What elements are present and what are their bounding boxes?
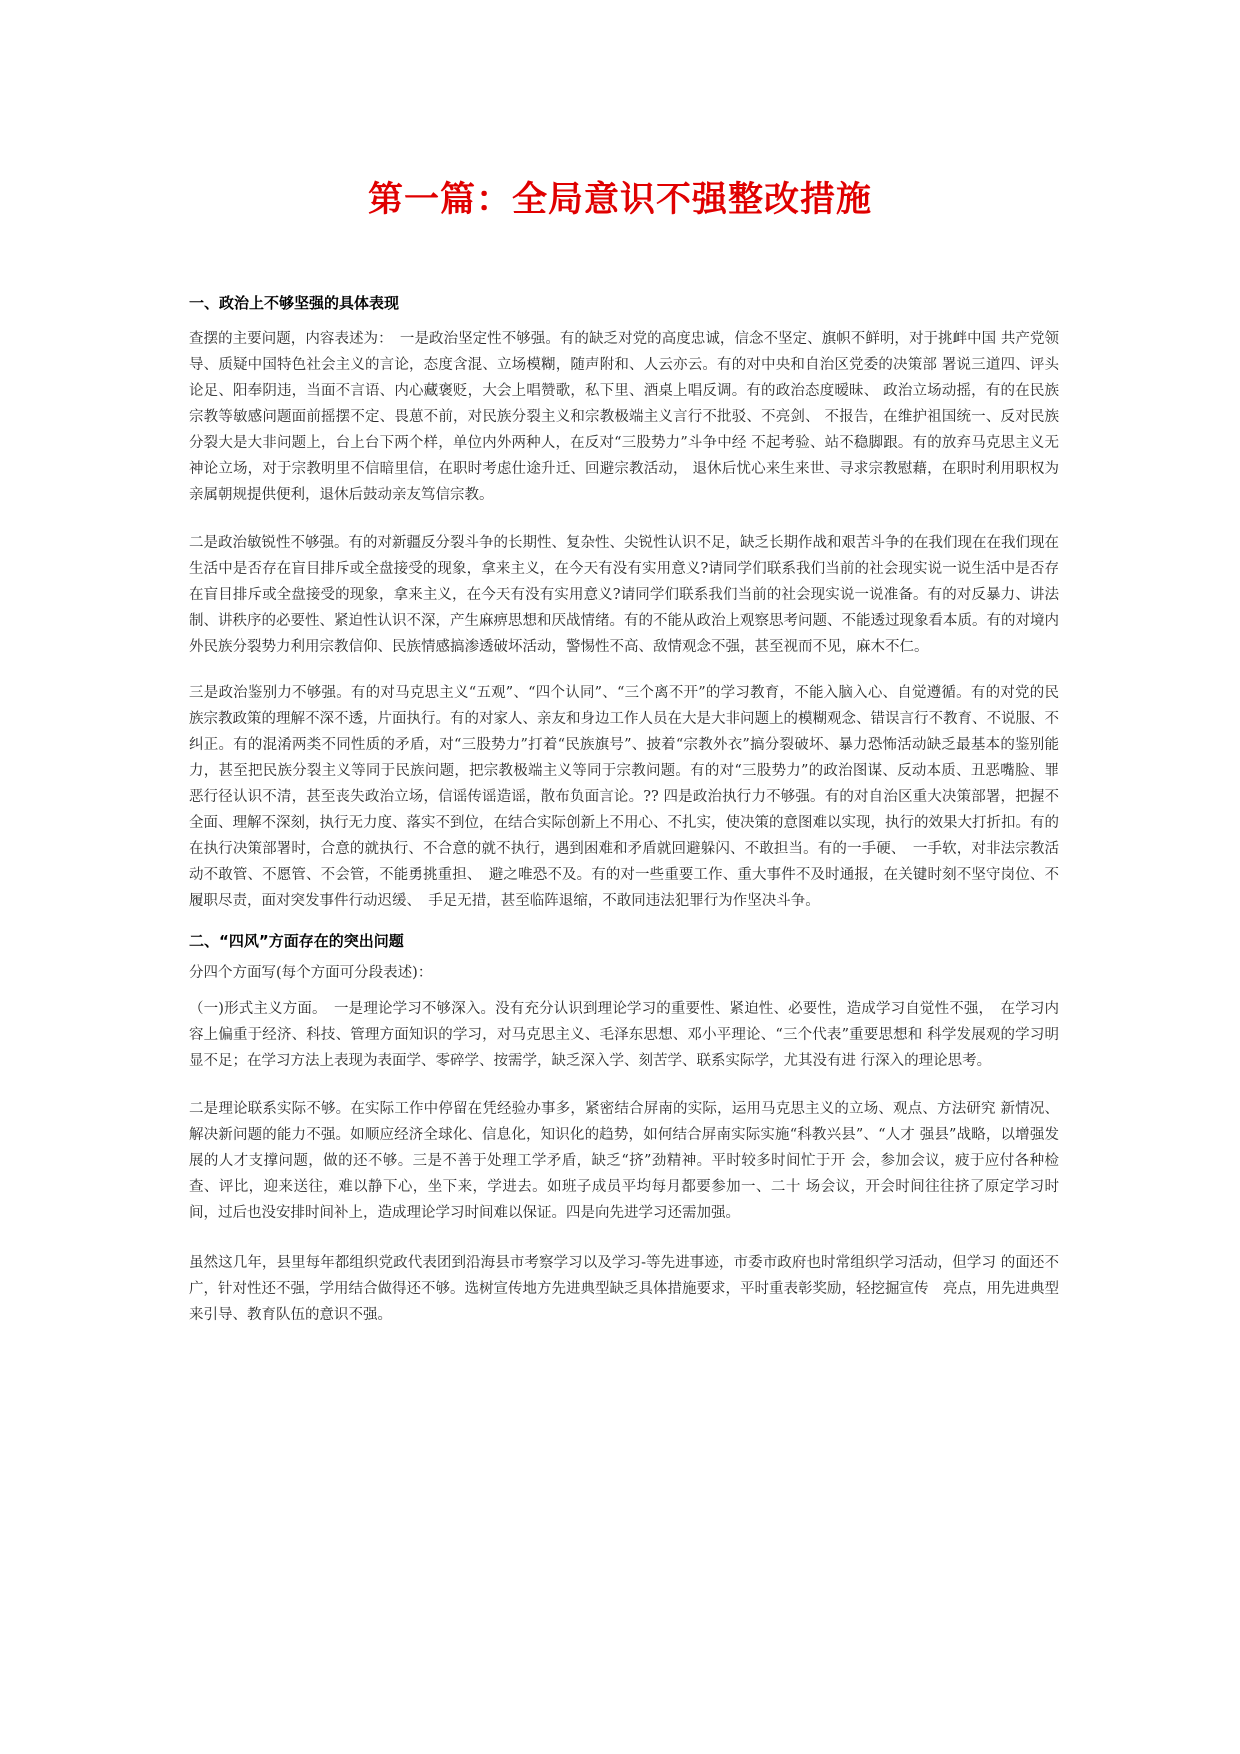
paragraph: （一)形式主义方面。 一是理论学习不够深入。没有充分认识到理论学习的重要性、紧迫性、必要性，造成学习自觉性不强， 在学习内容上偏重于经济、科技、管理方面知识的学习，对马克思主义、毛泽东思想、邓小平理论、“三个代表”重要思想和 科学发展观的学习明显不足；在学习方法上表现为表面学、零碎学、按需学，缺乏深入学、刻苦学、联系实际学，尤其没有进 行深入的理论思考。 bbox=[189, 1001, 1059, 1069]
document-title: 第一篇：全局意识不强整改措施 bbox=[367, 180, 872, 220]
section-heading-political: 一、政治上不够坚强的具体表现 bbox=[189, 294, 400, 312]
paragraph: 查摆的主要问题，内容表述为： 一是政治坚定性不够强。有的缺乏对党的高度忠诚，信念不坚定、旗帜不鲜明，对于挑衅中国 共产党领导、质疑中国特色社会主义的言论，态度含混、立场模糊，随声附和、人云亦云。有的对中央和自治区党委的决策部 署说三道四、评头论足、阳奉阴违，当面不言语、内心藏褒贬，大会上唱赞歌，私下里、酒桌上唱反调。有的政治态度暧昧、 政治立场动摇，有的在民族宗教等敏感问题面前摇摆不定、畏葸不前，对民族分裂主义和宗教极端主义言行不批驳、不亮剑、 不报告，在维护祖国统一、反对民族分裂大是大非问题上，台上台下两个样，单位内外两种人，在反对“三股势力”斗争中经 不起考验、站不稳脚跟。有的放弃马克思主义无神论立场，对于宗教明里不信暗里信，在职时考虑仕途升迁、回避宗教活动， 退休后忧心来生来世、寻求宗教慰藉，在职时利用职权为亲属朝规提供便利，退休后鼓动亲友笃信宗教。 bbox=[189, 331, 1059, 503]
paragraph: 二是政治敏锐性不够强。有的对新疆反分裂斗争的长期性、复杂性、尖锐性认识不足，缺乏长期作战和艰苦斗争的在我们现在在我们现在生活中是否存在盲目排斥或全盘接受的现象，拿来主义，在今天有没有实用意义?请同学们联系我们当前的社会现实说一说生活中是否存在盲目排斥或全盘接受的现象，拿来主义，在今天有没有实用意义?请同学们联系我们当前的社会现实说一说准备。有的对反暴力、讲法制、讲秩序的必要性、紧迫性认识不深，产生麻痹思想和厌战情绪。有的不能从政治上观察思考问题、不能透过现象看本质。有的对境内外民族分裂势力利用宗教信仰、民族情感搞渗透破坏活动，警惕性不高、敌情观念不强，甚至视而不见，麻木不仁。 bbox=[189, 535, 1059, 655]
section-heading-four-winds: 二、“四风”方面存在的突出问题 bbox=[189, 932, 404, 950]
paragraph: 三是政治鉴别力不够强。有的对马克思主义“五观”、“四个认同”、“三个离不开”的学习教育，不能入脑入心、自觉遵循。有的对党的民族宗教政策的理解不深不透，片面执行。有的对家人、亲友和身边工作人员在大是大非问题上的模糊观念、错误言行不教育、不说服、不纠正。有的混淆两类不同性质的矛盾，对“三股势力”打着“民族旗号”、披着“宗教外衣”搞分裂破坏、暴力恐怖活动缺乏最基本的鉴别能力，甚至把民族分裂主义等同于民族问题，把宗教极端主义等同于宗教问题。有的对“三股势力”的政治图谋、反动本质、丑恶嘴脸、罪恶行径认识不清，甚至丧失政治立场，信谣传谣造谣，散布负面言论。?? 四是政治执行力不够强。有的对自治区重大决策部署，把握不全面、理解不深刻，执行无力度、落实不到位，在结合实际创新上不用心、不扎实，使决策的意图难以实现，执行的效果大打折扣。有的在执行决策部署时，合意的就执行、不合意的就不执行，遇到困难和矛盾就回避躲闪、不敢担当。有的一手硬、 一手软，对非法宗教活动不敢管、不愿管、不会管，不能勇挑重担、 避之唯恐不及。有的对一些重要工作、重大事件不及时通报，在关键时刻不坚守岗位、不履职尽责，面对突发事件行动迟缓、 手足无措，甚至临阵退缩，不敢同违法犯罪行为作坚决斗争。 bbox=[189, 685, 1059, 909]
paragraph: 虽然这几年，县里每年都组织党政代表团到沿海县市考察学习以及学习-等先进事迹，市委市政府也时常组织学习活动，但学习 的面还不广，针对性还不强，学用结合做得还不够。选树宣传地方先进典型缺乏具体措施要求，平时重表彰奖励，轻挖掘宣传 亮点，用先进典型来引导、教育队伍的意识不强。 bbox=[189, 1255, 1059, 1323]
paragraph: 二是理论联系实际不够。在实际工作中停留在凭经验办事多，紧密结合屏南的实际，运用马克思主义的立场、观点、方法研究 新情况、解决新问题的能力不强。如顺应经济全球化、信息化，知识化的趋势，如何结合屏南实际实施“科教兴县”、“人才 强县”战略，以增强发展的人才支撑问题，做的还不够。三是不善于处理工学矛盾，缺乏“挤”劲精神。平时较多时间忙于开 会，参加会议，疲于应付各种检查、评比，迎来送往，难以静下心，坐下来，学进去。如班子成员平均每月都要参加一、二十 场会议，开会时间往往挤了原定学习时间，过后也没安排时间补上，造成理论学习时间难以保证。四是向先进学习还需加强。 bbox=[189, 1101, 1059, 1221]
paragraph: 分四个方面写(每个方面可分段表述)： bbox=[189, 965, 433, 981]
document-body bbox=[189, 292, 1059, 1328]
